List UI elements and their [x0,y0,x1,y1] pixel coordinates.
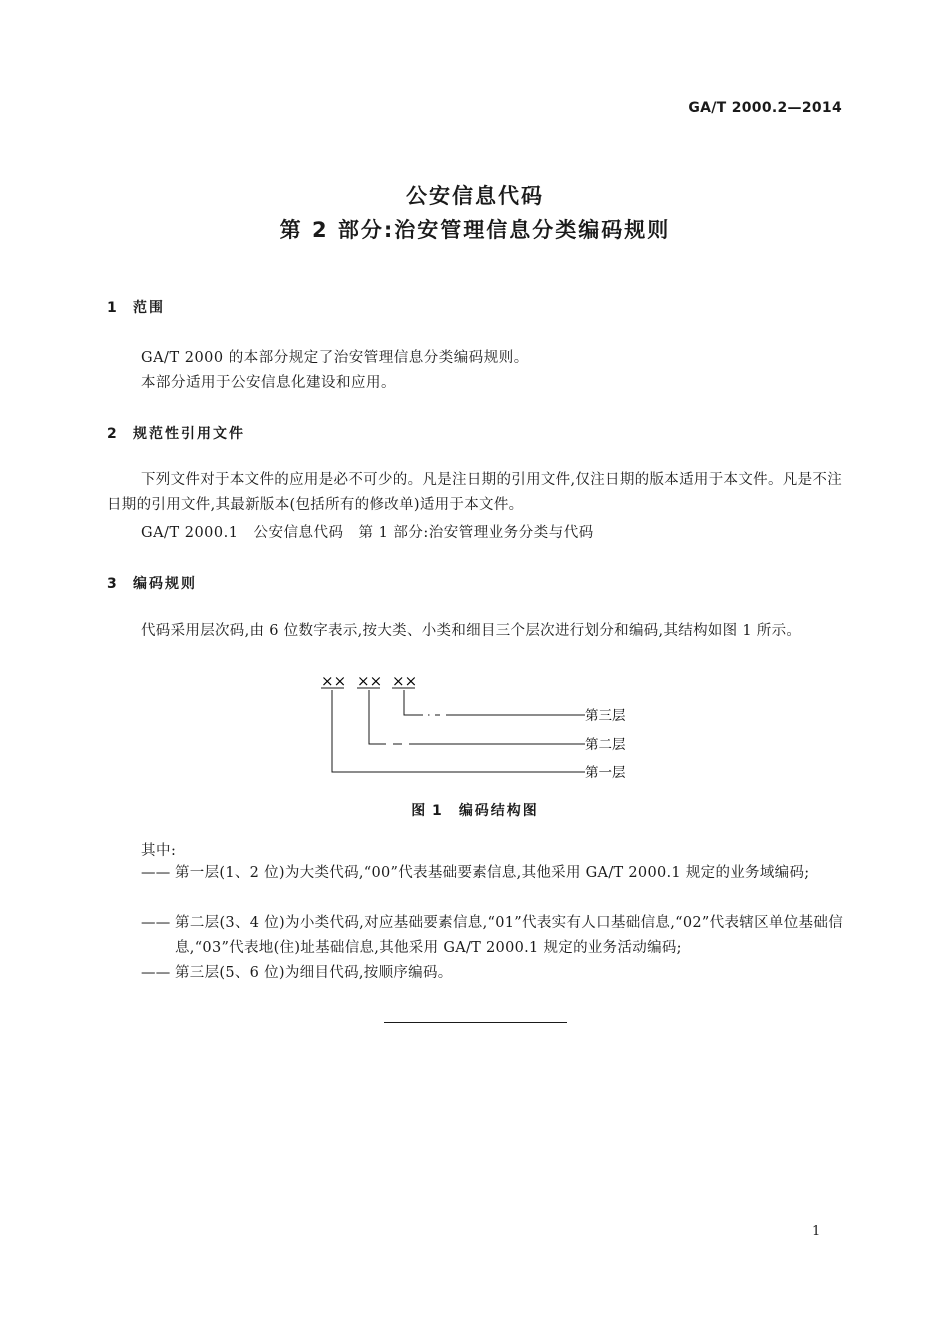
section-heading-coding-rules [107,573,197,593]
code-structure-diagram [300,668,660,788]
reference-item: GA/T 2000.1 公安信息代码 第 1 部分:治安管理业务分类与代码 [141,525,594,541]
figure-label: 图 1 [411,803,443,819]
note-text: 第一层(1、2 位)为大类代码,“00”代表基础要素信息,其他采用 GA/T 2000.1 规定的业务域编码; [175,865,810,881]
section-title: 范围 [133,300,165,316]
note-item-level-1 [141,861,843,886]
document-subtitle: 第 2 部分:治安管理信息分类编码规则 [279,218,671,242]
note-text: 第二层(3、4 位)为小类代码,对应基础要素信息,“01”代表实有人口基础信息,“02”代表辖区单位基础信息,“03”代表地(住)址基础信息,其他采用 GA/T 2000.1 规定的业务活动编码; [175,915,843,956]
coding-rules-paragraph: 代码采用层次码,由 6 位数字表示,按大类、小类和细目三个层次进行划分和编码,其结构如图 1 所示。 [141,623,802,639]
section-number: 2 [107,426,117,442]
section-title: 编码规则 [133,576,197,592]
notes-intro: 其中: [141,843,177,859]
standard-number: GA/T 2000.2—2014 [688,100,842,116]
level-2-connector [369,690,386,744]
dash-marker: —— [141,965,171,981]
code-group-3: ×× [392,672,418,690]
code-group-1: ×× [321,672,347,690]
level-1-connector [332,690,585,772]
figure-caption [0,800,950,820]
note-text: 第三层(5、6 位)为细目代码,按顺序编码。 [175,965,453,981]
scope-paragraph-2: 本部分适用于公安信息化建设和应用。 [141,375,396,391]
page-number: 1 [812,1224,821,1239]
note-item-level-3 [141,961,843,986]
scope-paragraph-1: GA/T 2000 的本部分规定了治安管理信息分类编码规则。 [141,350,529,366]
section-number: 3 [107,576,117,592]
code-group-2: ×× [357,672,383,690]
dash-marker: —— [141,915,171,931]
level-2-label: 第二层 [585,737,626,753]
section-number: 1 [107,300,117,316]
level-3-connector [404,690,423,715]
section-title: 规范性引用文件 [133,426,245,442]
section-heading-scope [107,297,165,317]
section-heading-normative-references [107,423,245,443]
level-1-label: 第一层 [585,765,626,781]
end-rule [384,1022,567,1023]
level-3-label: 第三层 [585,708,626,724]
document-title: 公安信息代码 [406,184,544,208]
figure-title: 编码结构图 [458,803,539,819]
references-paragraph: 下列文件对于本文件的应用是必不可少的。凡是注日期的引用文件,仅注日期的版本适用于本文件。凡是不注日期的引用文件,其最新版本(包括所有的修改单)适用于本文件。 [107,472,842,513]
dash-marker: —— [141,865,171,881]
note-item-level-2 [141,911,843,961]
